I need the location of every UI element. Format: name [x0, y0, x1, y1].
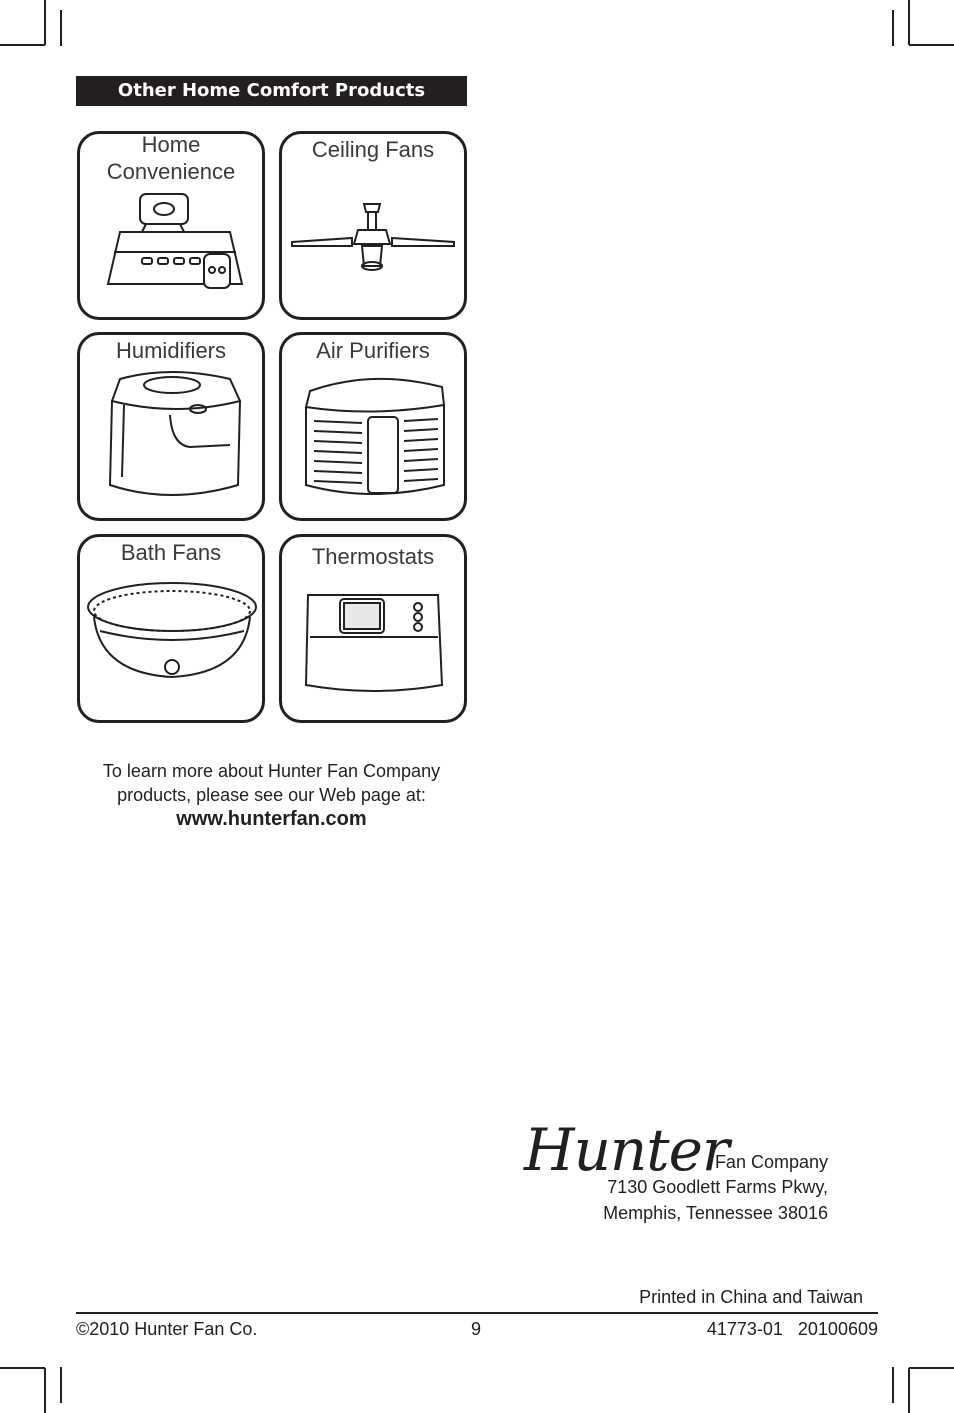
product-title: Thermostats [311, 544, 435, 569]
crop-mark [909, 1367, 954, 1369]
product-card-humidifiers [77, 332, 265, 521]
product-title: Humidifiers [115, 338, 227, 363]
crop-mark [908, 1368, 910, 1413]
ceiling-fan-icon [282, 134, 464, 317]
thermostat-icon [282, 537, 464, 720]
crop-mark [909, 44, 954, 46]
company-address-line: 7130 Goodlett Farms Pkwy, [607, 1177, 828, 1197]
crop-mark [44, 0, 46, 45]
website-link[interactable]: www.hunterfan.com [176, 808, 367, 830]
product-card-bath-fans [77, 534, 265, 723]
document-code: 41773-01 20100609 [706, 1319, 878, 1339]
printed-origin: Printed in China and Taiwan [639, 1287, 863, 1307]
crop-mark [60, 10, 62, 46]
copyright: ©2010 Hunter Fan Co. [76, 1319, 258, 1339]
product-title: Air Purifiers [316, 338, 430, 363]
product-card-air-purifiers [279, 332, 467, 521]
garage-opener-icon [80, 134, 262, 317]
product-title: Bath Fans [120, 540, 222, 565]
crop-mark [60, 1367, 62, 1403]
air-purifier-icon [282, 335, 464, 518]
info-line: products, please see our Web page at: [117, 785, 426, 805]
website-info [76, 759, 467, 831]
crop-mark [0, 44, 45, 46]
product-title: Home Convenience [106, 132, 236, 184]
company-name: . Fan Company [704, 1152, 828, 1172]
product-card-home-convenience [77, 131, 265, 320]
crop-mark [892, 10, 894, 46]
product-title: Ceiling Fans [311, 137, 435, 162]
section-title: Other Home Comfort Products [76, 76, 467, 106]
crop-mark [892, 1367, 894, 1403]
humidifier-icon [80, 335, 262, 518]
hunter-logo: Hunter [524, 1116, 729, 1184]
info-line: To learn more about Hunter Fan Company [102, 761, 441, 781]
crop-mark [0, 1367, 45, 1369]
crop-mark [908, 0, 910, 45]
crop-mark [44, 1368, 46, 1413]
company-address-line: Memphis, Tennessee 38016 [603, 1203, 828, 1223]
page-number: 9 [471, 1319, 482, 1339]
product-card-ceiling-fans [279, 131, 467, 320]
bath-fan-icon [80, 537, 262, 720]
footer-divider [76, 1312, 878, 1314]
product-card-thermostats [279, 534, 467, 723]
